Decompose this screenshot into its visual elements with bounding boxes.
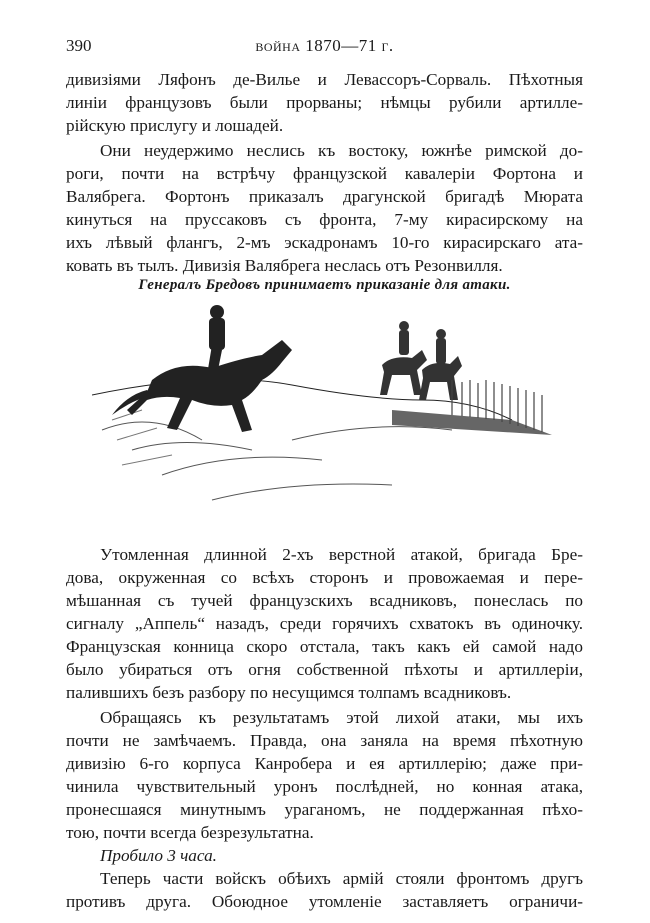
text-line: дивизію 6-го корпуса Канробера и ея артиллерію; даже при- — [66, 754, 583, 773]
text-line: было убираться отъ огня собственной пѣхоты и артиллеріи, — [66, 660, 583, 679]
text-line: кинуться на пруссаковъ съ фронта, 7-му кирасирскому на — [66, 210, 583, 229]
text-line: Теперь части войскъ обѣихъ армій стояли фронтомъ другъ — [100, 869, 583, 888]
text-line: пронесшаяся минутнымъ ураганомъ, не поддержанная пѣхо- — [66, 800, 583, 819]
text-line: роги, почти на встрѣчу французской кавалеріи Фортона и — [66, 164, 583, 183]
text-line: дивизіями Ляфонъ де-Вилье и Левассоръ-Сорваль. Пѣхотныя — [66, 70, 583, 89]
text-line: палившихъ безъ разбору по несущимся толпамъ всадниковъ. — [66, 683, 512, 702]
text-line: чинила чувствительный уронъ послѣдней, но конная атака, — [66, 777, 583, 796]
general-on-horseback — [112, 305, 292, 432]
text-line: почти не замѣчаемъ. Правда, она заняла на время пѣхотную — [66, 731, 583, 750]
text-line: Они неудержимо неслись къ востоку, южнѣе римской до- — [100, 141, 583, 160]
text-line: рійскую прислугу и лошадей. — [66, 116, 284, 135]
text-line: Валябрега. Фортонъ приказалъ драгунской бригадѣ Мюрата — [66, 187, 583, 206]
text-line: ихъ лѣвый флангъ, 2-мъ эскадронамъ 10-го кирасирскаго ата- — [66, 233, 583, 252]
text-line: Утомленная длинной 2-хъ верстной атакой, бригада Бре- — [100, 545, 583, 564]
text-line: дова, окруженная со всѣхъ сторонъ и провожаемая и пере- — [66, 568, 583, 587]
paragraph — [66, 543, 583, 704]
text-line: сигналу „Аппель“ назадъ, среди горячихъ схватокъ въ одиночку. — [66, 614, 583, 633]
text-line: ковать въ тылъ. Дивизія Валябрега неслась отъ Резонвилля. — [66, 256, 503, 275]
text-line: мѣшанная съ тучей французскихъ всадниковъ, понеслась по — [66, 591, 583, 610]
page-header — [66, 36, 583, 60]
paragraph — [66, 68, 583, 137]
text-line: противъ друга. Обоюдное утомленіе заставляетъ ограничи- — [66, 892, 583, 911]
group-of-riders — [380, 321, 552, 435]
text-block-bottom — [66, 543, 583, 913]
text-line: Пробило 3 часа. — [100, 846, 217, 865]
illustration-caption: Генералъ Бредовъ принимаетъ приказаніе для атаки. — [138, 277, 511, 293]
text-block-top — [66, 68, 583, 277]
text-line: Обращаясь къ результатамъ этой лихой атаки, мы ихъ — [100, 708, 583, 727]
ground-sketch — [102, 422, 452, 500]
text-line: Французская конница скоро отстала, такъ какъ ей самой надо — [66, 637, 583, 656]
illustration-cavalry-engraving — [92, 300, 592, 530]
paragraph — [66, 706, 583, 844]
paragraph — [66, 867, 583, 913]
paragraph — [66, 139, 583, 277]
running-title: война 1870—71 г. — [255, 36, 394, 55]
paragraph — [66, 844, 583, 867]
page-number: 390 — [66, 36, 92, 55]
text-line: линіи французовъ были прорваны; нѣмцы рубили артилле- — [66, 93, 583, 112]
text-line: тою, почти всегда безрезультатна. — [66, 823, 314, 842]
